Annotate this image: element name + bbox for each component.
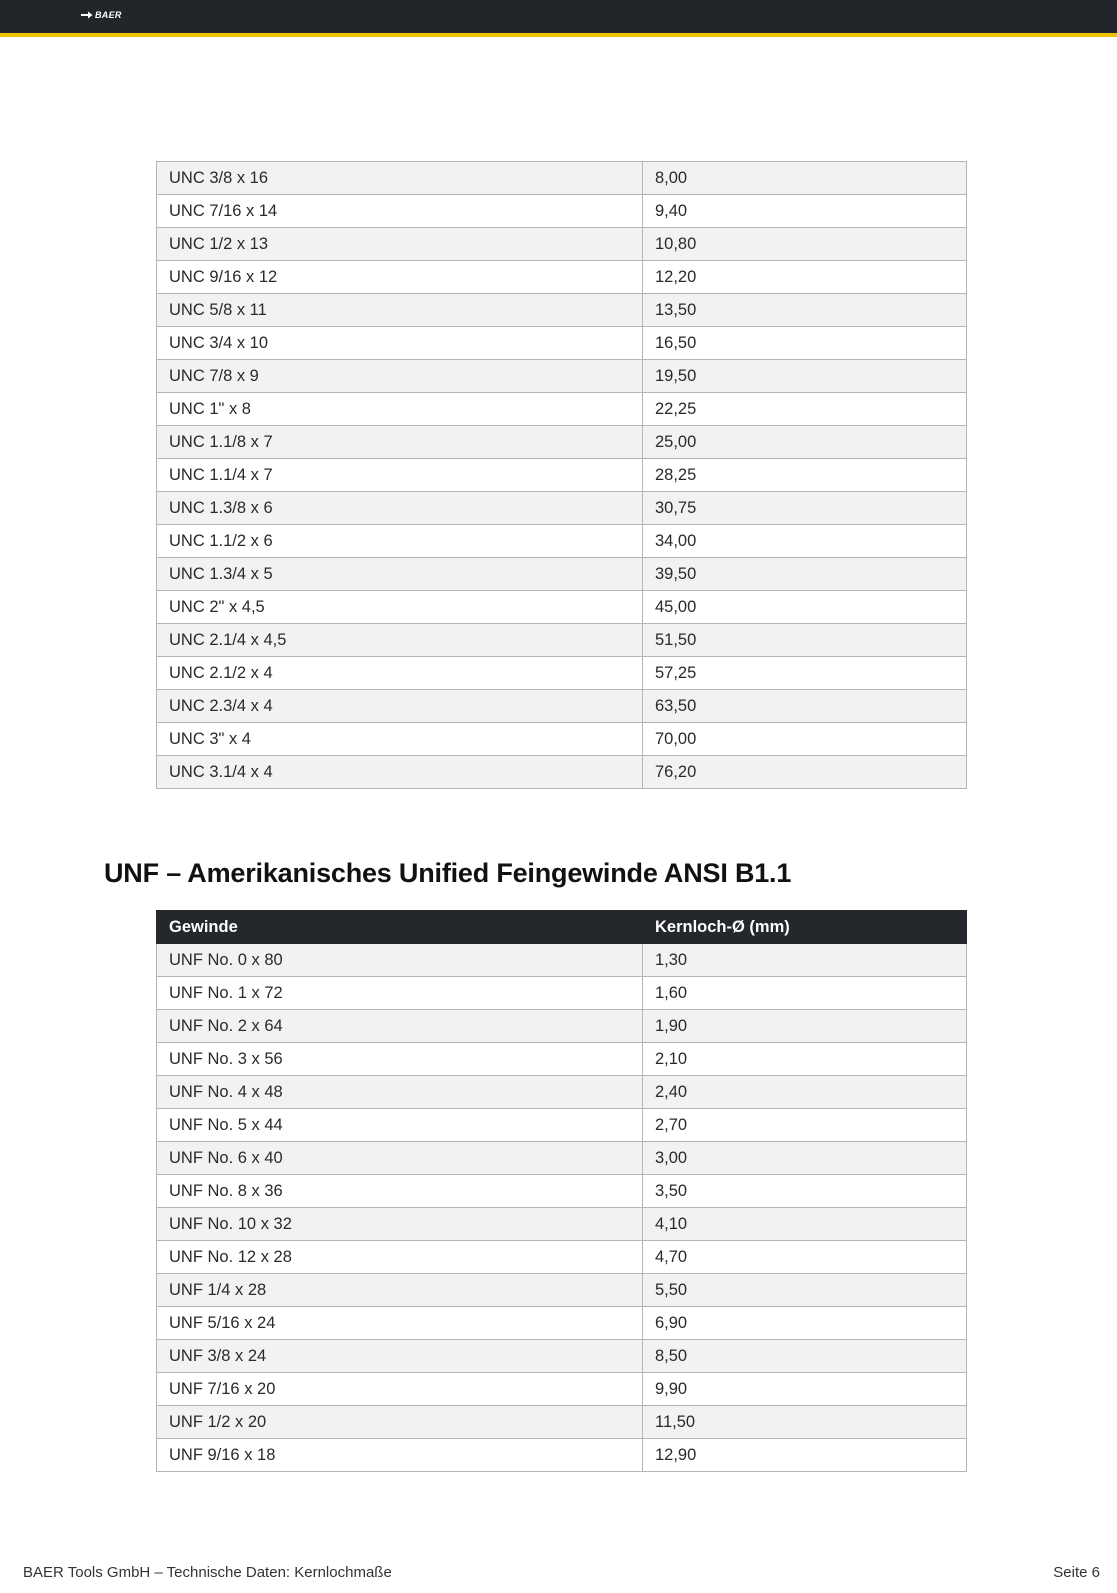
table-row	[157, 1076, 967, 1109]
thread-cell: UNF 7/16 x 20	[157, 1373, 643, 1406]
unc-table	[156, 161, 967, 789]
table-row	[157, 1241, 967, 1274]
table-row	[157, 1142, 967, 1175]
thread-cell: UNF 9/16 x 18	[157, 1439, 643, 1472]
table-row	[157, 723, 967, 756]
table-row	[157, 426, 967, 459]
table-header-row	[157, 911, 967, 944]
core-hole-cell: 12,20	[643, 261, 967, 294]
unf-section-heading: UNF – Amerikanisches Unified Feingewinde ANSI B1.1	[104, 858, 792, 888]
thread-cell: UNF No. 10 x 32	[157, 1208, 643, 1241]
core-hole-cell: 63,50	[643, 690, 967, 723]
table-row	[157, 1175, 967, 1208]
table-row	[157, 690, 967, 723]
table-row	[157, 360, 967, 393]
table-row	[157, 1109, 967, 1142]
core-hole-cell: 2,10	[643, 1043, 967, 1076]
thread-cell: UNF No. 1 x 72	[157, 977, 643, 1010]
thread-cell: UNF 5/16 x 24	[157, 1307, 643, 1340]
core-hole-cell: 8,00	[643, 162, 967, 195]
thread-cell: UNC 1" x 8	[157, 393, 643, 426]
table-row	[157, 1208, 967, 1241]
table-row	[157, 624, 967, 657]
core-hole-cell: 19,50	[643, 360, 967, 393]
core-hole-cell: 1,90	[643, 1010, 967, 1043]
table-row	[157, 977, 967, 1010]
thread-cell: UNC 1.3/8 x 6	[157, 492, 643, 525]
thread-cell: UNC 2.3/4 x 4	[157, 690, 643, 723]
unf-table	[156, 910, 967, 1472]
thread-cell: UNC 3" x 4	[157, 723, 643, 756]
thread-cell: UNF No. 3 x 56	[157, 1043, 643, 1076]
table-row	[157, 657, 967, 690]
thread-cell: UNC 2.1/2 x 4	[157, 657, 643, 690]
thread-cell: UNC 5/8 x 11	[157, 294, 643, 327]
brand-logo	[81, 10, 122, 20]
core-hole-cell: 1,60	[643, 977, 967, 1010]
thread-cell: UNC 7/16 x 14	[157, 195, 643, 228]
thread-cell: UNF No. 0 x 80	[157, 944, 643, 977]
core-hole-cell: 10,80	[643, 228, 967, 261]
footer-company-text: BAER Tools GmbH – Technische Daten: Kernlochmaße	[23, 1564, 392, 1581]
core-hole-cell: 51,50	[643, 624, 967, 657]
thread-cell: UNF No. 6 x 40	[157, 1142, 643, 1175]
thread-cell: UNC 3.1/4 x 4	[157, 756, 643, 789]
table-row	[157, 1307, 967, 1340]
core-hole-cell: 28,25	[643, 459, 967, 492]
table-row	[157, 393, 967, 426]
table-row	[157, 591, 967, 624]
core-hole-cell: 70,00	[643, 723, 967, 756]
core-hole-cell: 30,75	[643, 492, 967, 525]
core-hole-cell: 6,90	[643, 1307, 967, 1340]
core-hole-cell: 45,00	[643, 591, 967, 624]
thread-cell: UNF No. 4 x 48	[157, 1076, 643, 1109]
table-row	[157, 459, 967, 492]
thread-cell: UNC 1.1/2 x 6	[157, 525, 643, 558]
thread-cell: UNC 1.1/8 x 7	[157, 426, 643, 459]
thread-cell: UNC 2.1/4 x 4,5	[157, 624, 643, 657]
thread-cell: UNC 1.1/4 x 7	[157, 459, 643, 492]
core-hole-cell: 9,40	[643, 195, 967, 228]
core-hole-cell: 16,50	[643, 327, 967, 360]
thread-cell: UNF No. 2 x 64	[157, 1010, 643, 1043]
table-row	[157, 525, 967, 558]
table-row	[157, 944, 967, 977]
table-row	[157, 558, 967, 591]
table-row	[157, 1373, 967, 1406]
core-hole-cell: 4,70	[643, 1241, 967, 1274]
thread-cell: UNC 1/2 x 13	[157, 228, 643, 261]
column-header-thread: Gewinde	[157, 911, 643, 944]
core-hole-cell: 22,25	[643, 393, 967, 426]
table-row	[157, 1439, 967, 1472]
table-row	[157, 261, 967, 294]
core-hole-cell: 12,90	[643, 1439, 967, 1472]
thread-cell: UNF 1/2 x 20	[157, 1406, 643, 1439]
table-row	[157, 1406, 967, 1439]
core-hole-cell: 25,00	[643, 426, 967, 459]
header-bar	[0, 0, 1117, 37]
core-hole-cell: 3,50	[643, 1175, 967, 1208]
table-row	[157, 294, 967, 327]
thread-cell: UNC 1.3/4 x 5	[157, 558, 643, 591]
thread-cell: UNF No. 5 x 44	[157, 1109, 643, 1142]
table-row	[157, 162, 967, 195]
core-hole-cell: 76,20	[643, 756, 967, 789]
core-hole-cell: 34,00	[643, 525, 967, 558]
core-hole-cell: 2,40	[643, 1076, 967, 1109]
logo-text: BAER	[95, 10, 122, 20]
thread-cell: UNF 3/8 x 24	[157, 1340, 643, 1373]
core-hole-cell: 9,90	[643, 1373, 967, 1406]
thread-cell: UNF No. 12 x 28	[157, 1241, 643, 1274]
thread-cell: UNC 3/8 x 16	[157, 162, 643, 195]
thread-cell: UNC 9/16 x 12	[157, 261, 643, 294]
core-hole-cell: 39,50	[643, 558, 967, 591]
footer-page-number: Seite 6	[1053, 1564, 1100, 1581]
core-hole-cell: 4,10	[643, 1208, 967, 1241]
table-row	[157, 1340, 967, 1373]
core-hole-cell: 2,70	[643, 1109, 967, 1142]
thread-cell: UNF 1/4 x 28	[157, 1274, 643, 1307]
core-hole-cell: 13,50	[643, 294, 967, 327]
core-hole-cell: 8,50	[643, 1340, 967, 1373]
core-hole-cell: 1,30	[643, 944, 967, 977]
thread-cell: UNC 2" x 4,5	[157, 591, 643, 624]
thread-cell: UNC 7/8 x 9	[157, 360, 643, 393]
table-row	[157, 1274, 967, 1307]
table-row	[157, 492, 967, 525]
column-header-core-hole: Kernloch-Ø (mm)	[643, 911, 967, 944]
core-hole-cell: 3,00	[643, 1142, 967, 1175]
table-row	[157, 228, 967, 261]
thread-cell: UNF No. 8 x 36	[157, 1175, 643, 1208]
arrow-icon	[81, 11, 93, 19]
table-row	[157, 1010, 967, 1043]
core-hole-cell: 11,50	[643, 1406, 967, 1439]
core-hole-cell: 57,25	[643, 657, 967, 690]
thread-cell: UNC 3/4 x 10	[157, 327, 643, 360]
table-row	[157, 195, 967, 228]
table-row	[157, 1043, 967, 1076]
table-row	[157, 327, 967, 360]
core-hole-cell: 5,50	[643, 1274, 967, 1307]
table-row	[157, 756, 967, 789]
